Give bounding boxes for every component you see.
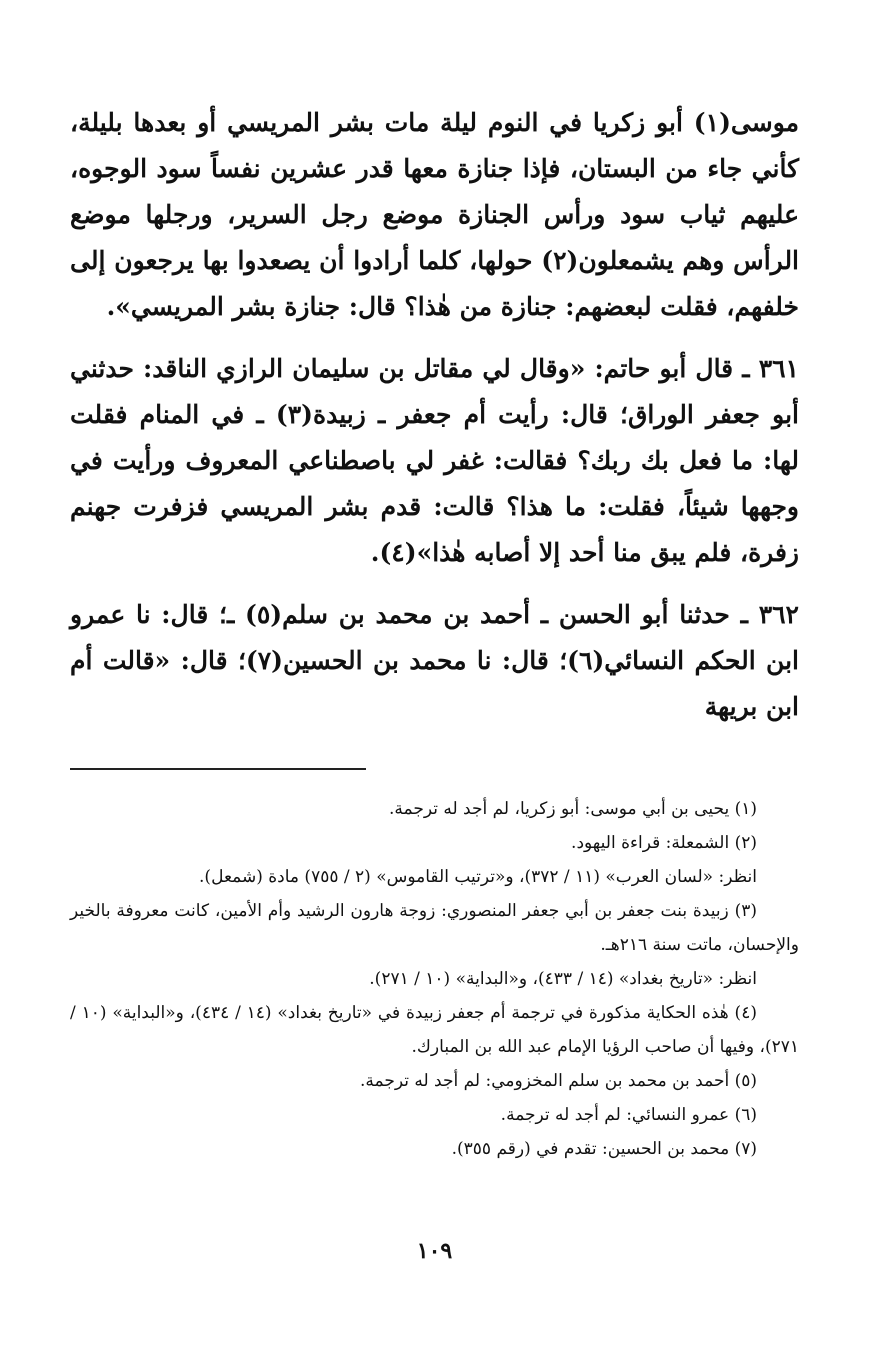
paragraph-362: ٣٦٢ ـ حدثنا أبو الحسن ـ أحمد بن محمد بن سلم(٥) ـ؛ قال: نا عمرو ابن الحكم النسائي(٦)؛ قال: نا محمد بن الحسين(٧)؛ قال: «قالت أم ابن بريهة <box>70 600 799 721</box>
book-page <box>70 100 799 1372</box>
footnotes <box>70 792 799 1166</box>
footnote-2: (٢) الشمعلة: قراءة اليهود. <box>571 833 757 853</box>
paragraph-361: ٣٦١ ـ قال أبو حاتم: «وقال لي مقاتل بن سليمان الرازي الناقد: حدثني أبو جعفر الوراق؛ قال: رأيت أم جعفر ـ زبيدة(٣) ـ في المنام فقلت لها: ما فعل بك ربك؟ فقالت: غفر لي باصطناعي المعروف ورأيت في وجهها شيئاً، فقلت: ما هذا؟ قالت: قدم بشر المريسي فزفرت جهنم زفرة، فلم يبق منا أحد إلا أصابه هٰذا»(٤). <box>70 354 799 567</box>
footnote-separator-wrap <box>70 730 799 792</box>
footnote-3: (٣) زبيدة بنت جعفر بن أبي جعفر المنصوري: زوجة هارون الرشيد وأم الأمين، كانت معروفة بالخير والإحسان، ماتت سنة ٢١٦هـ. <box>70 901 799 955</box>
footnote-7: (٧) محمد بن الحسين: تقدم في (رقم ٣٥٥). <box>451 1139 757 1159</box>
footnote-2-reference: انظر: «لسان العرب» (١١ / ٣٧٢)، و«ترتيب القاموس» (٢ / ٧٥٥) مادة (شمعل). <box>199 867 757 887</box>
main-text <box>70 100 799 730</box>
footnote-1: (١) يحيى بن أبي موسى: أبو زكريا، لم أجد له ترجمة. <box>388 799 757 819</box>
footnote-6: (٦) عمرو النسائي: لم أجد له ترجمة. <box>500 1105 757 1125</box>
footnote-5: (٥) أحمد بن محمد بن سلم المخزومي: لم أجد له ترجمة. <box>359 1071 757 1091</box>
footnote-separator <box>70 768 366 770</box>
paragraph-continuation: موسى(١) أبو زكريا في النوم ليلة مات بشر المريسي أو بعدها بليلة، كأني جاء من البستان، فإذا جنازة معها قدر عشرين نفساً سود الوجوه، عليهم ثياب سود ورأس الجنازة موضع رجل السرير، ورجلها موضع الرأس وهم يشمعلون(٢) حولها، كلما أرادوا أن يصعدوا بها يرجعون إلى خلفهم، فقلت لبعضهم: جنازة من هٰذا؟ قال: جنازة بشر المريسي». <box>70 108 800 321</box>
footnote-4: (٤) هٰذه الحكاية مذكورة في ترجمة أم جعفر زبيدة في «تاريخ بغداد» (١٤ / ٤٣٤)، و«البداية» (١٠ / ٢٧١)، وفيها أن صاحب الرؤيا الإمام عبد الله بن المبارك. <box>70 1003 799 1057</box>
footnote-3-reference: انظر: «تاريخ بغداد» (١٤ / ٤٣٣)، و«البداية» (١٠ / ٢٧١). <box>369 969 757 989</box>
page-number: ١٠٩ <box>416 1238 453 1264</box>
